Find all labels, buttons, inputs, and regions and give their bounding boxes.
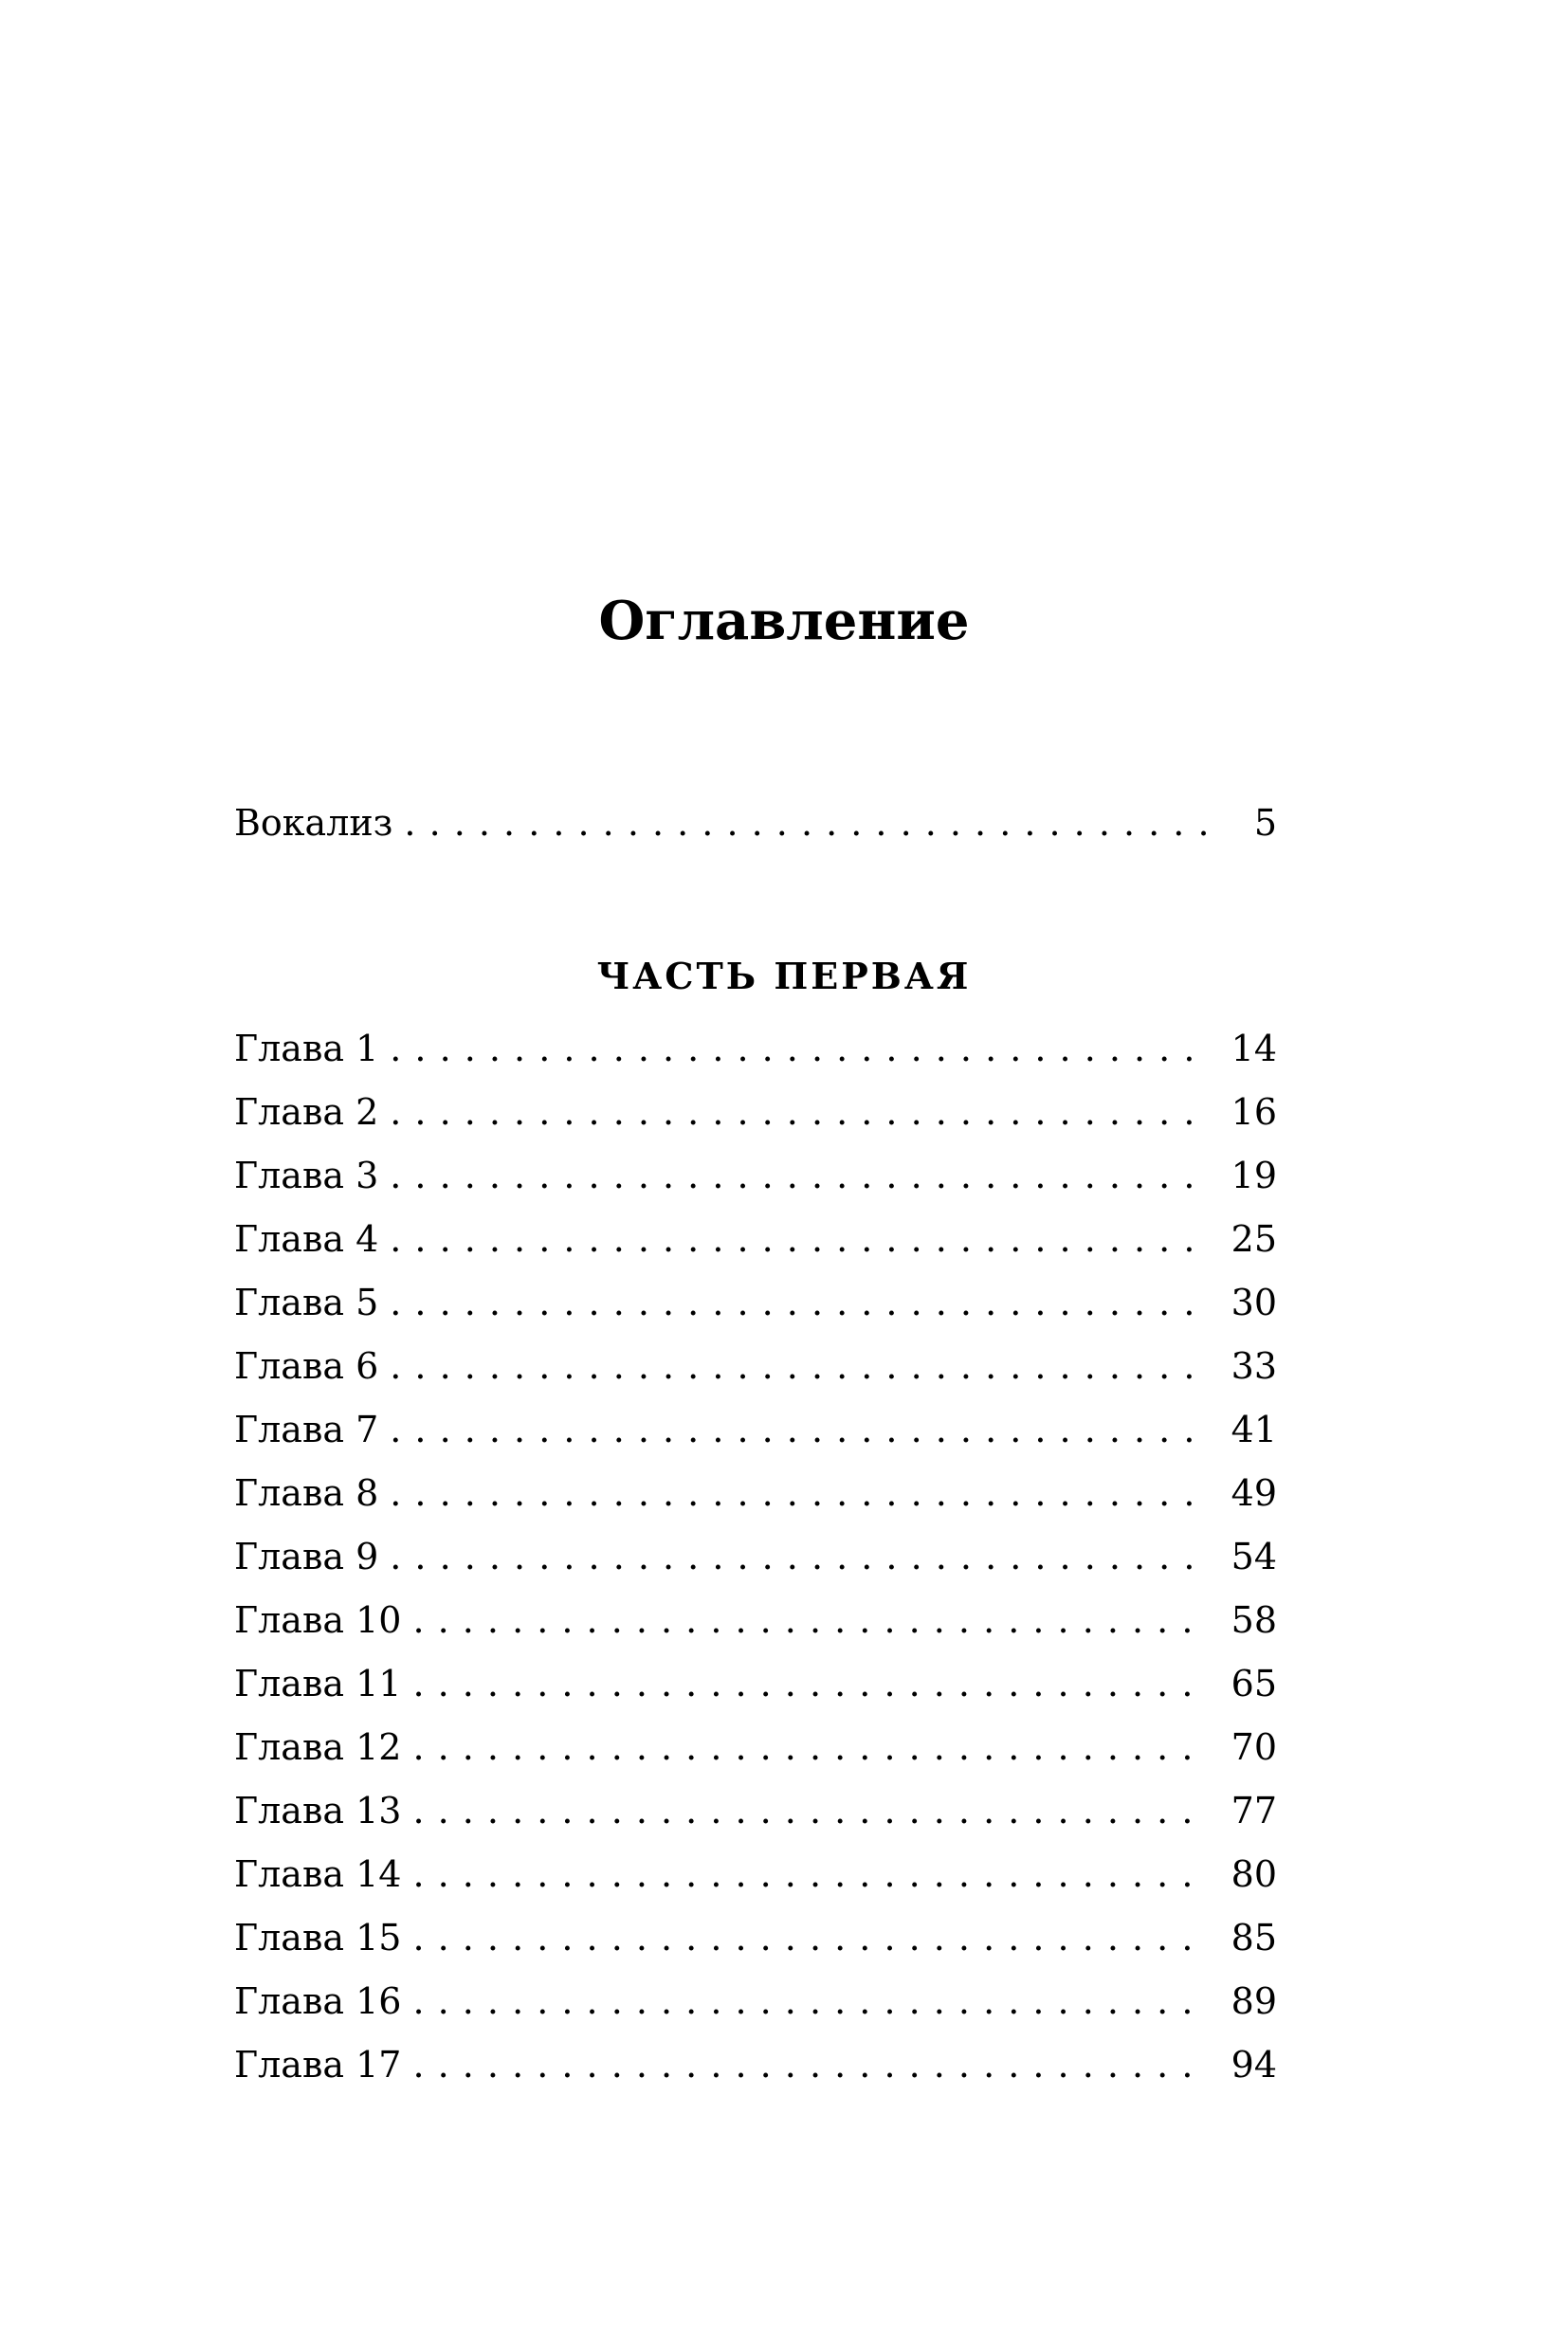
toc-page-number: 54 (1231, 1536, 1277, 1577)
toc-row[interactable] (234, 1462, 1277, 1525)
toc-entry-label: Глава 10 (234, 1599, 402, 1641)
toc-row[interactable] (234, 1779, 1277, 1843)
toc-entry-label: Глава 17 (234, 2044, 402, 2086)
toc-entry-label: Глава 15 (234, 1917, 402, 1959)
toc-page-number: 49 (1231, 1472, 1277, 1514)
toc-entry-label: Вокализ (234, 802, 393, 844)
toc-page-number: 30 (1231, 1282, 1277, 1323)
toc-row[interactable] (234, 1970, 1277, 2033)
page-title: Оглавление (598, 590, 970, 652)
dot-leader (390, 1398, 1207, 1462)
toc-row[interactable] (234, 1144, 1277, 1208)
toc-page-number: 65 (1231, 1663, 1277, 1704)
toc-row[interactable] (234, 1081, 1277, 1144)
toc-page-number: 77 (1231, 1790, 1277, 1832)
toc-entry-label: Глава 3 (234, 1155, 379, 1196)
dot-leader (390, 1081, 1207, 1144)
toc-entry-label: Глава 12 (234, 1726, 402, 1768)
dot-leader (412, 1589, 1207, 1652)
toc-entry-label: Глава 8 (234, 1472, 379, 1514)
toc-row[interactable] (234, 1335, 1277, 1398)
toc-page-number: 16 (1231, 1091, 1277, 1133)
toc-row[interactable] (234, 1398, 1277, 1462)
part-heading: ЧАСТЬ ПЕРВАЯ (596, 955, 972, 997)
toc-entry-label: Глава 1 (234, 1028, 379, 1069)
toc-entry-label: Глава 13 (234, 1790, 402, 1832)
toc-page-number: 14 (1231, 1028, 1277, 1069)
dot-leader (390, 1335, 1207, 1398)
toc-page-number: 25 (1231, 1218, 1277, 1260)
toc-page-number: 70 (1231, 1726, 1277, 1768)
dot-leader (390, 1271, 1207, 1335)
toc-page-number: 5 (1253, 802, 1277, 844)
toc-entry-label: Глава 2 (234, 1091, 379, 1133)
toc-row[interactable] (234, 2033, 1277, 2097)
toc-row[interactable] (234, 1843, 1277, 1906)
toc-page-number: 94 (1231, 2044, 1277, 2086)
dot-leader (390, 1017, 1207, 1081)
toc-page-number: 41 (1231, 1409, 1277, 1450)
toc-row[interactable] (234, 1716, 1277, 1779)
dot-leader (390, 1144, 1207, 1208)
toc-row[interactable] (234, 1652, 1277, 1716)
toc-entry-label: Глава 6 (234, 1345, 379, 1387)
dot-leader (390, 1208, 1207, 1271)
prologue-entry (234, 792, 1277, 855)
chapter-list (234, 1017, 1277, 2097)
toc-page-number: 80 (1231, 1853, 1277, 1895)
toc-row[interactable] (234, 792, 1277, 855)
toc-entry-label: Глава 11 (234, 1663, 402, 1704)
dot-leader (412, 1970, 1207, 2033)
toc-entry-label: Глава 9 (234, 1536, 379, 1577)
dot-leader (404, 792, 1207, 855)
toc-entry-label: Глава 7 (234, 1409, 379, 1450)
toc-page-number: 33 (1231, 1345, 1277, 1387)
toc-entry-label: Глава 14 (234, 1853, 402, 1895)
toc-entry-label: Глава 16 (234, 1980, 402, 2022)
toc-entry-label: Глава 5 (234, 1282, 379, 1323)
toc-entry-label: Глава 4 (234, 1218, 379, 1260)
dot-leader (412, 1779, 1207, 1843)
toc-row[interactable] (234, 1017, 1277, 1081)
toc-page-number: 19 (1231, 1155, 1277, 1196)
dot-leader (412, 2033, 1207, 2097)
toc-row[interactable] (234, 1525, 1277, 1589)
toc-page-number: 58 (1231, 1599, 1277, 1641)
dot-leader (412, 1906, 1207, 1970)
toc-page-number: 89 (1231, 1980, 1277, 2022)
toc-row[interactable] (234, 1271, 1277, 1335)
dot-leader (412, 1843, 1207, 1906)
dot-leader (390, 1525, 1207, 1589)
dot-leader (412, 1716, 1207, 1779)
toc-row[interactable] (234, 1589, 1277, 1652)
toc-row[interactable] (234, 1906, 1277, 1970)
toc-row[interactable] (234, 1208, 1277, 1271)
toc-page-number: 85 (1231, 1917, 1277, 1959)
dot-leader (412, 1652, 1207, 1716)
dot-leader (390, 1462, 1207, 1525)
